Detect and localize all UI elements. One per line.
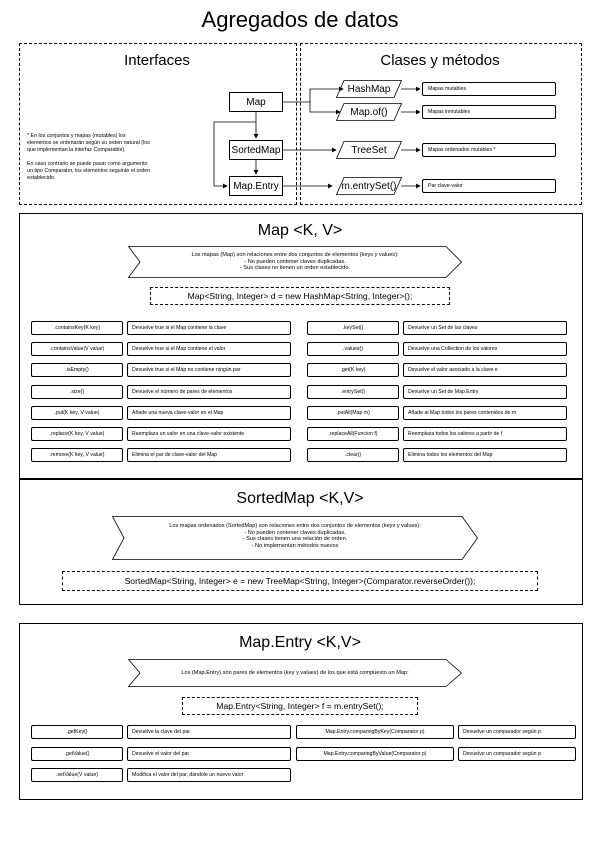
class-node-label: Map.of() (350, 106, 388, 118)
method-desc: Devuelve true si el Map no contiene ningún par (127, 363, 291, 377)
method-desc: Reemplaza un valor en una clave-valor existente (127, 427, 291, 441)
sorted-desc-line: - No implementan métodos nuevos (251, 542, 339, 549)
method-desc: Elimina todos los elementos del Map (403, 448, 567, 462)
class-node-label: m.entrySet() (341, 180, 397, 192)
method-desc: Devuelve el valor del par (127, 747, 291, 761)
map-code-example: Map<String, Integer> d = new HashMap<String, Integer>(); (150, 287, 450, 305)
method-name: .replace(K key, V value) (31, 427, 123, 441)
note-line: elementos se ordenarán según su orden natural (los (27, 140, 150, 146)
method-name: .getValue() (31, 747, 123, 761)
method-name: .getKey() (31, 725, 123, 739)
method-name: .containsKey(K key) (31, 321, 123, 335)
method-desc: Reemplaza todos los valores a partir de f (403, 427, 567, 441)
sorted-desc-line: - No pueden contener claves duplicadas. (244, 529, 346, 536)
map-desc-line: Los mapas (Map) son relaciones entre dos conjuntos de elementos (keys y values): (191, 252, 399, 258)
method-name: .get(K key) (307, 363, 399, 377)
sorted-description (112, 523, 478, 549)
node-sorted-map: SortedMap (229, 140, 283, 160)
method-name: .putAll(Map m) (307, 406, 399, 420)
sorted-code-example: SortedMap<String, Integer> e = new TreeMap<String, Integer>(Comparator.reverseOrder()); (62, 571, 538, 591)
method-name: .replaceAll(Funcion f) (307, 427, 399, 441)
note-line: * En los conjuntos y mapas (mutables) los (27, 133, 126, 139)
method-name: .size() (31, 385, 123, 399)
method-desc: Devuelve la clave del par (127, 725, 291, 739)
method-name: .containsValue(V value) (31, 342, 123, 356)
entry-description: Los (Map.Entry) son pares de elementos (key y values) de los que está compuesto un Map: (181, 670, 409, 676)
method-desc: Modifica el valor del par, dándole un nuevo valor (127, 768, 291, 782)
method-desc: Devuelve true si el Map contiene el valor (127, 342, 291, 356)
method-desc: Devuelve un Set de las claves (403, 321, 567, 335)
sorted-section-title: SortedMap <K,V> (236, 490, 364, 507)
method-desc: Devuelve un comparador según p (458, 747, 576, 761)
note-line: establecido. (27, 175, 56, 181)
class-desc-0: Mapas mutables (422, 82, 556, 96)
map-description (128, 252, 462, 272)
class-node-label: TreeSet (351, 144, 387, 156)
method-name: .entrySet() (307, 385, 399, 399)
classes-title: Clases y métodos (380, 52, 500, 69)
method-desc: Devuelve una Collection de los valores (403, 342, 567, 356)
class-node-label: HashMap (347, 83, 391, 95)
method-desc: Devuelve un comparador según p (458, 725, 576, 739)
method-name: .put(K key, V value) (31, 406, 123, 420)
method-name: Map.Entry.comparingByValue(Comparator p) (296, 747, 454, 761)
note-line: un tipo Comparator, los elementos seguirán el orden (27, 168, 151, 174)
method-name: .values() (307, 342, 399, 356)
page-title: Agregados de datos (201, 7, 399, 32)
method-desc: Devuelve el número de pares de elementos (127, 385, 291, 399)
sorted-desc-line: - Sus clases tienen una relación de orden. (242, 536, 348, 543)
map-desc-line: - No pueden contener claves duplicadas. (244, 258, 346, 265)
node-map: Map (229, 92, 283, 112)
class-desc-1: Mapas inmutables (422, 105, 556, 119)
entry-section-title: Map.Entry <K,V> (239, 634, 361, 651)
method-name: .remove(K key, V value) (31, 448, 123, 462)
method-desc: Devuelve un Set de Map.Entry (403, 385, 567, 399)
note-line: En caso contrario se puede pasar como argumento (27, 161, 148, 167)
method-desc: Añade una nueva clave-valor en el Map (127, 406, 291, 420)
node-map-entry: Map.Entry (229, 176, 283, 196)
method-desc: Devuelve true si el Map contiene la clave (127, 321, 291, 335)
method-desc: Elimina el par de clave-valor del Map (127, 448, 291, 462)
diagram-connectors (0, 0, 600, 210)
class-desc-2: Mapas ordenados mutables * (422, 143, 556, 157)
entry-code-example: Map.Entry<String, Integer> f = m.entrySet(); (182, 697, 418, 715)
method-name: .isEmpty() (31, 363, 123, 377)
class-desc-3: Par clave-valor (422, 179, 556, 193)
method-name: .keySet() (307, 321, 399, 335)
interfaces-title: Interfaces (124, 52, 190, 69)
map-section-title: Map <K, V> (257, 222, 343, 239)
method-name: .setValue(V value) (31, 768, 123, 782)
method-name: Map.Entry.comparingByKey(Comparator p) (296, 725, 454, 739)
method-name: .clear() (307, 448, 399, 462)
method-desc: Devuelve el valor asociado a la clave e (403, 363, 567, 377)
sorted-desc-line: Los mapas ordenados (SortedMap) son relaciones entre dos conjuntos de elementos (keys y values): (169, 523, 421, 529)
note-line: que implementan la interfaz Comparable). (27, 147, 126, 153)
map-desc-line: - Sus clases no tienen un orden establecido. (239, 265, 351, 272)
method-desc: Añade al Map todos los pares contenidos de m (403, 406, 567, 420)
